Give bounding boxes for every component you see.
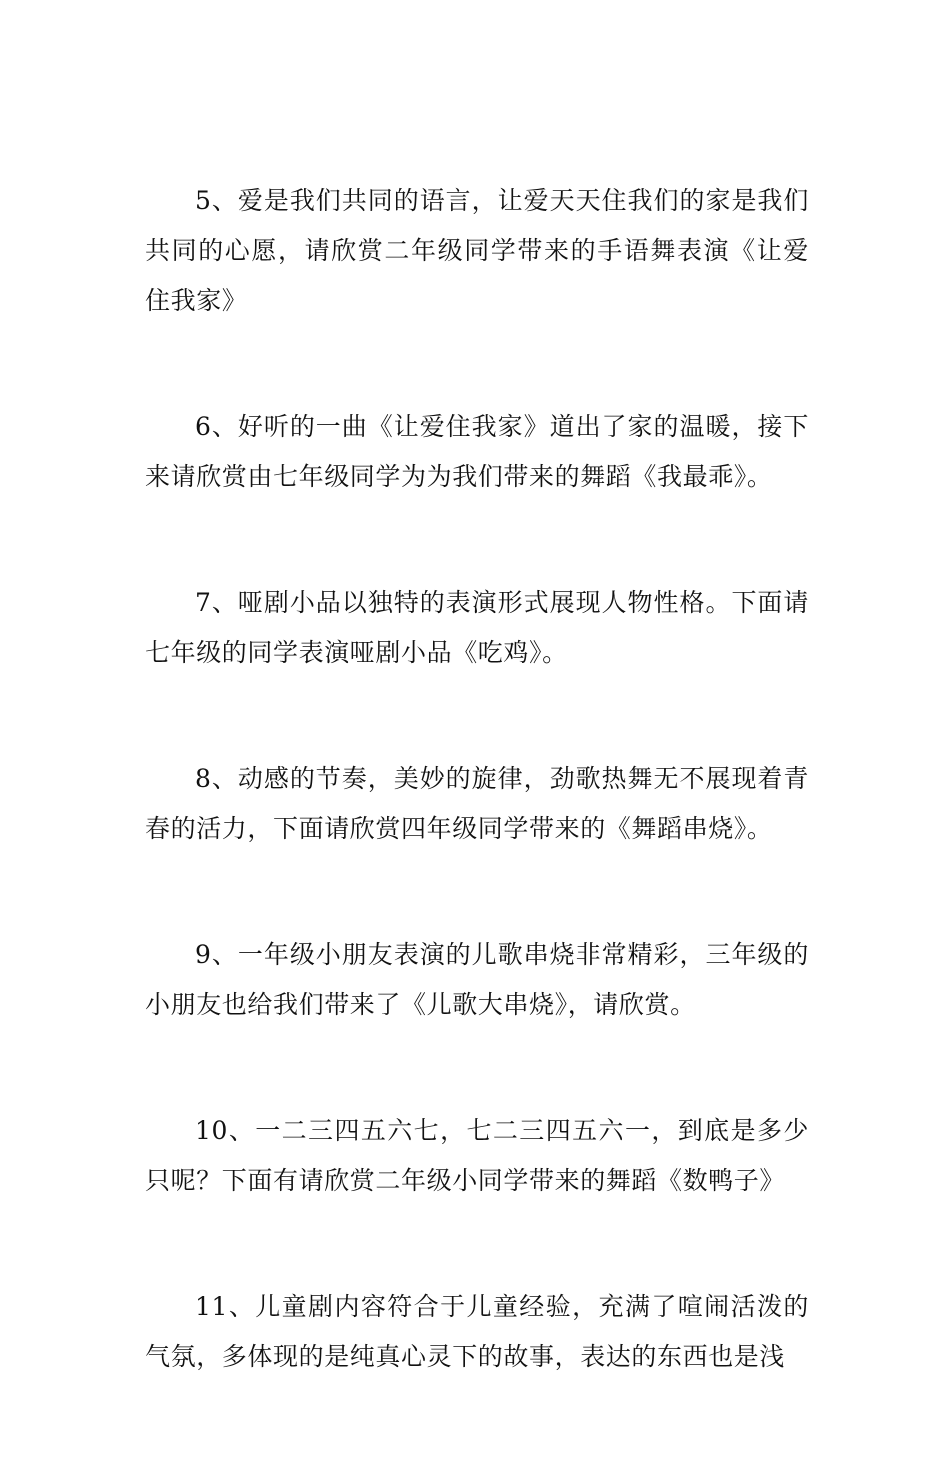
paragraph-9: 9、一年级小朋友表演的儿歌串烧非常精彩，三年级的小朋友也给我们带来了《儿歌大串烧》，请欣赏。 xyxy=(145,940,809,1019)
document-body xyxy=(145,176,809,1458)
paragraph-7: 7、哑剧小品以独特的表演形式展现人物性格。下面请七年级的同学表演哑剧小品《吃鸡》。 xyxy=(145,588,809,667)
paragraph-11: 11、儿童剧内容符合于儿童经验，充满了喧闹活泼的气氛，多体现的是纯真心灵下的故事，表达的东西也是浅 xyxy=(145,1292,809,1371)
paragraph-10: 10、一二三四五六七，七二三四五六一，到底是多少只呢？下面有请欣赏二年级小同学带来的舞蹈《数鸭子》 xyxy=(145,1116,809,1195)
paragraph-6: 6、好听的一曲《让爱住我家》道出了家的温暖，接下来请欣赏由七年级同学为为我们带来的舞蹈《我最乖》。 xyxy=(145,412,809,491)
paragraph-5: 5、爱是我们共同的语言，让爱天天住我们的家是我们共同的心愿，请欣赏二年级同学带来的手语舞表演《让爱住我家》 xyxy=(145,186,809,315)
paragraph-8: 8、动感的节奏，美妙的旋律，劲歌热舞无不展现着青春的活力，下面请欣赏四年级同学带来的《舞蹈串烧》。 xyxy=(145,764,809,843)
